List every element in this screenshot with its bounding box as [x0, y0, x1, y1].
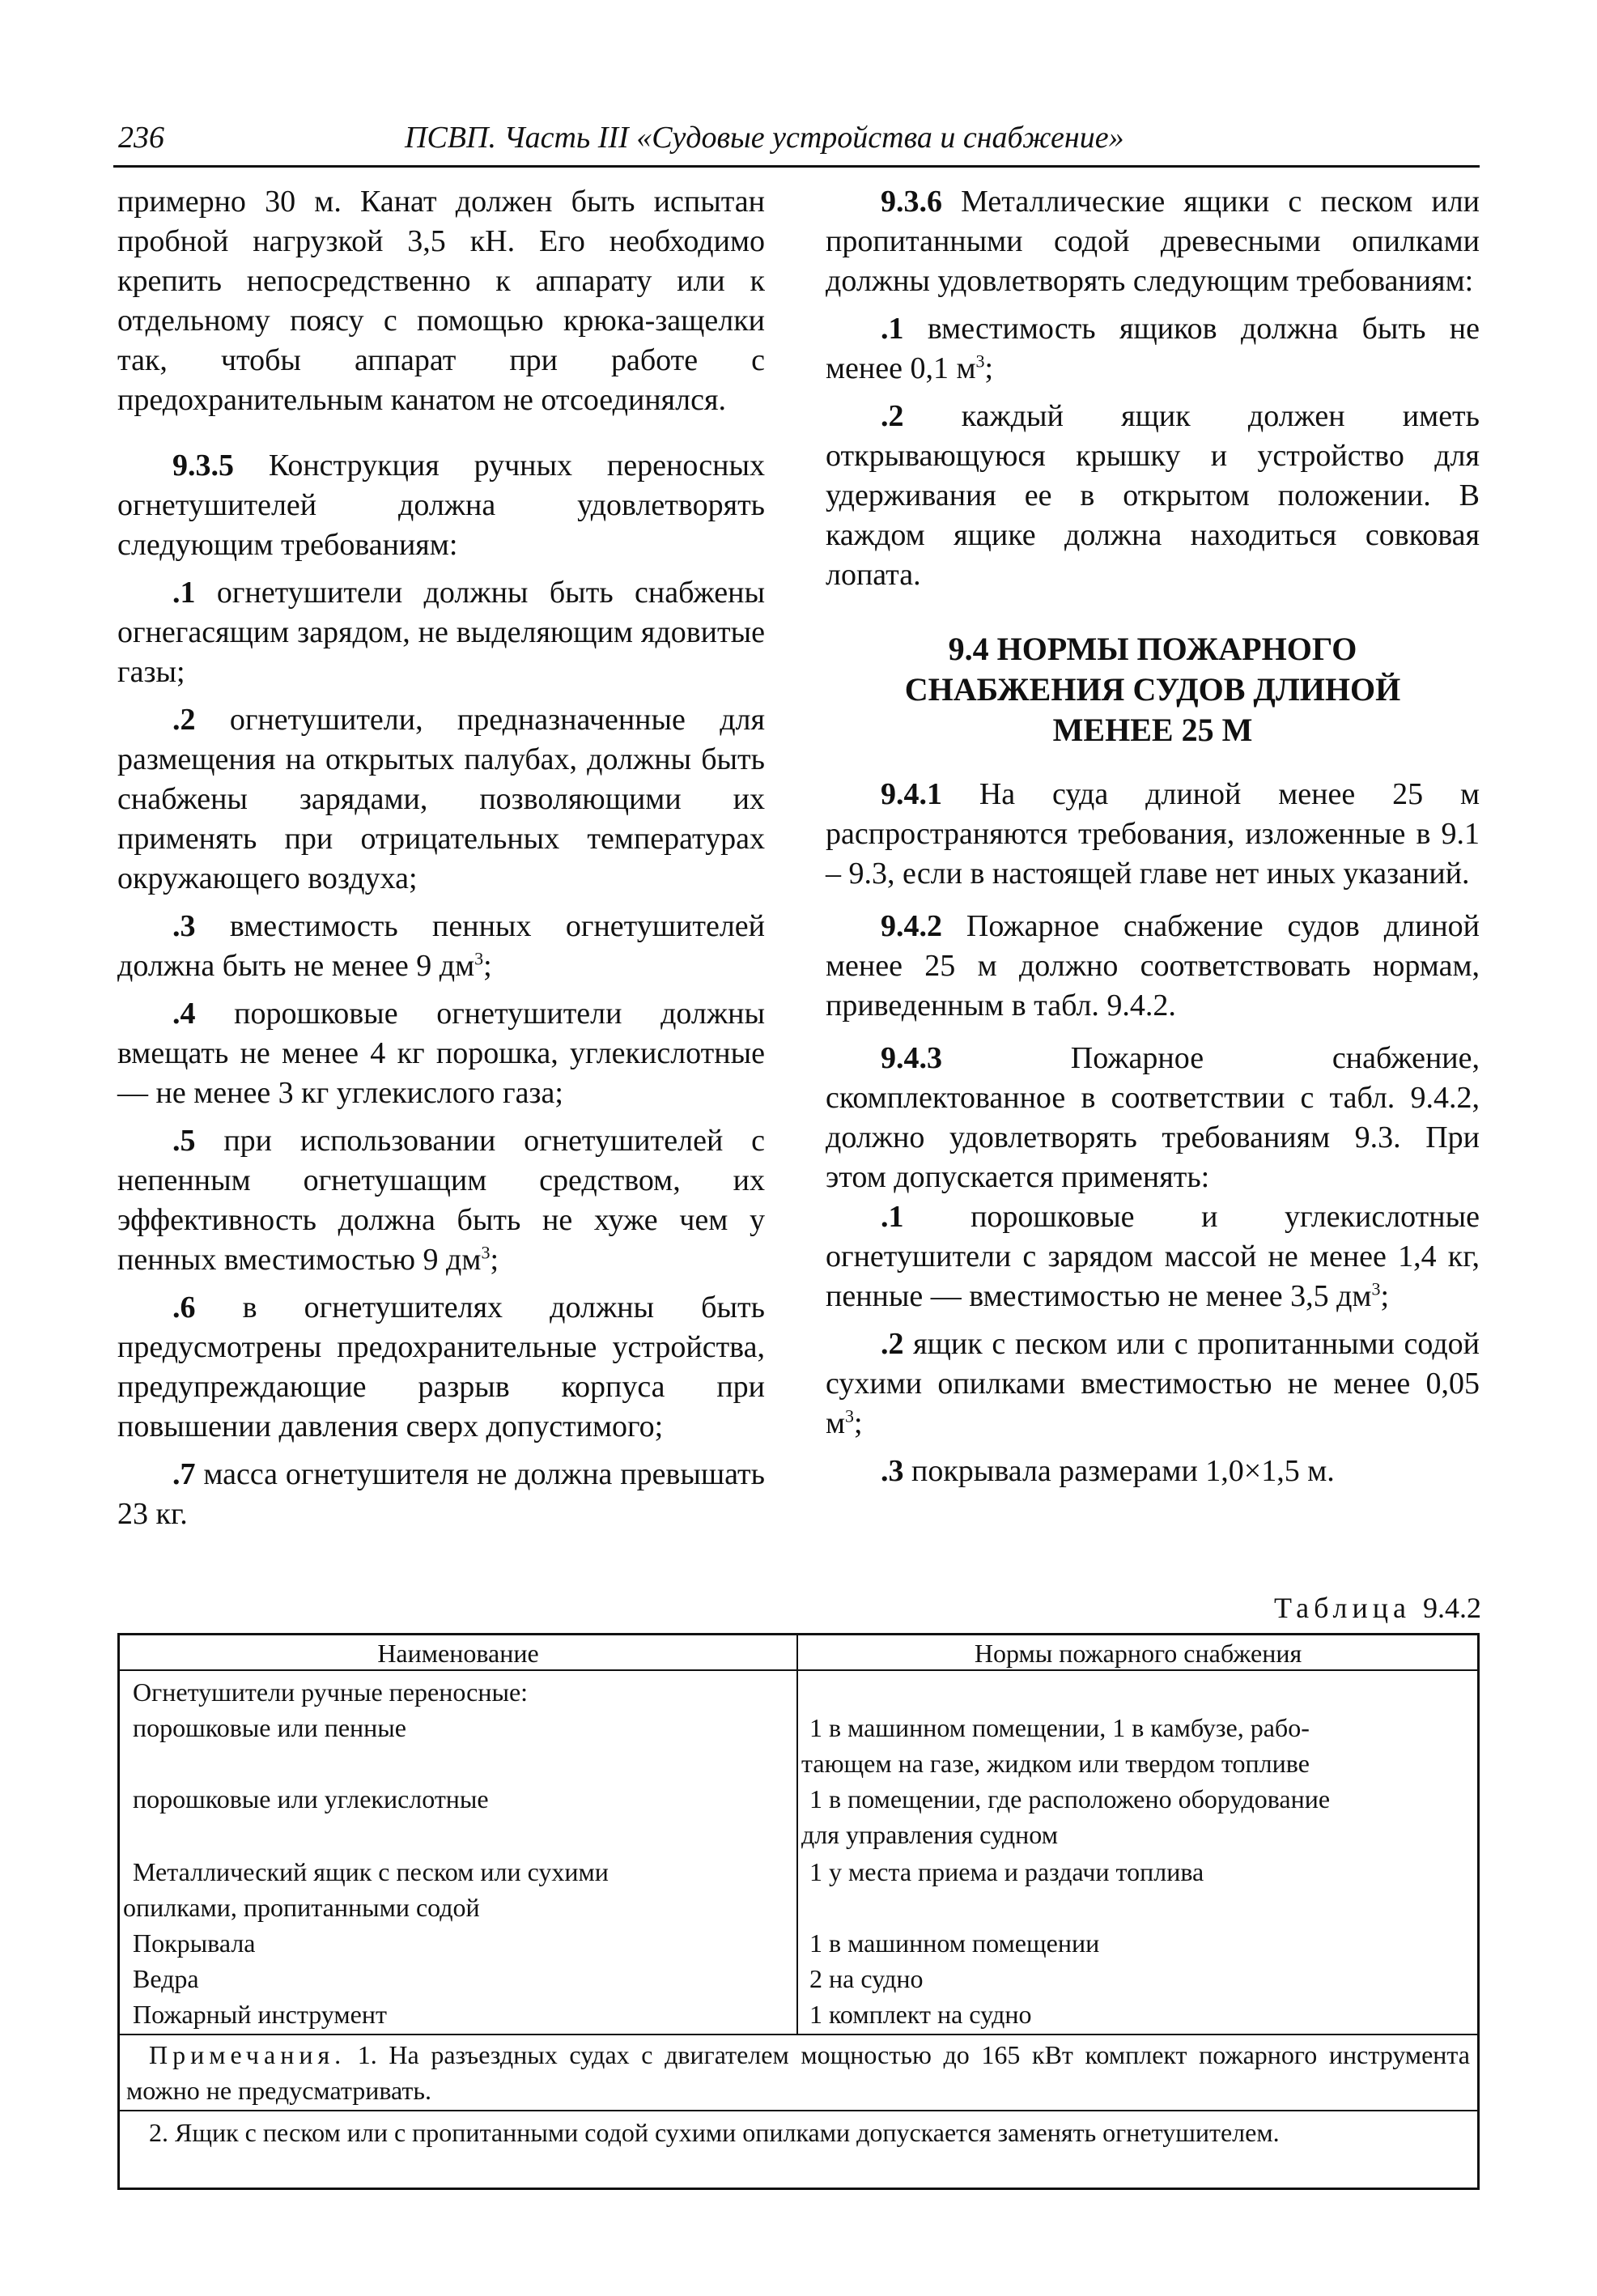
- table-cell: Металлический ящик с песком или сухими: [133, 1857, 609, 1886]
- table-cell: Ведра: [133, 1964, 199, 1993]
- section-9-4-1: 9.4.1 На суда длиной менее 25 м распространяются требования, изложенные в 9.1 – 9.3, если в настоящей главе нет иных указаний.: [826, 777, 1480, 891]
- left-column: [117, 182, 765, 1534]
- table-note-2: 2. Ящик с песком или с пропитанными содой сухими опилками допускается заменять огнетушителем.: [149, 2118, 1280, 2147]
- notes-divider: [120, 2034, 1477, 2035]
- page-header: [113, 113, 1480, 168]
- table-cell: Пожарный инструмент: [133, 2000, 387, 2029]
- list-item: .1 огнетушители должны быть снабжены огнегасящим зарядом, не выделяющим ядовитые газы;: [117, 576, 765, 689]
- table-cell: порошковые или углекислотные: [133, 1784, 489, 1813]
- table-caption: Таблица 9.4.2: [1274, 1592, 1481, 1624]
- column-header-norms: Нормы пожарного снабжения: [974, 1639, 1302, 1668]
- table-note-1: Примечания. 1. На разъездных судах с двигателем мощностью до 165 кВт комплект пожарного инструмента можно не предусматривать.: [126, 2040, 1470, 2105]
- section-number: 9.3.5: [172, 449, 234, 483]
- table-cell: 1 в машинном помещении, 1 в камбузе, рабо-: [809, 1713, 1310, 1742]
- section-9-4-2: 9.4.2 Пожарное снабжение судов длиной менее 25 м должно соответствовать нормам, приведенным в табл. 9.4.2.: [826, 909, 1480, 1023]
- list-item: .3 покрывала размерами 1,0×1,5 м.: [881, 1454, 1335, 1488]
- list-item: .2 ящик с песком или с пропитанными содой сухими опилками вместимостью не менее 0,05 $м^3$;: [826, 1327, 1480, 1440]
- list-item: .4 порошковые огнетушители должны вмещать не менее 4 кг порошка, углекислотные — не менее 3 кг углекислого газа;: [117, 997, 765, 1110]
- list-item: .6 в огнетушителях должны быть предусмотрены предохранительные устройства, предупреждающие разрыв корпуса при повышении давления сверх допустимого;: [117, 1290, 765, 1444]
- list-item: .3 вместимость пенных огнетушителей должна быть не менее 9 $дм^3$;: [117, 909, 765, 983]
- running-title: ПСВП. Часть III «Судовые устройства и снабжение»: [405, 121, 1124, 155]
- table-cell: 1 у места приема и раздачи топлива: [809, 1857, 1204, 1886]
- table-cell: Покрывала: [133, 1928, 256, 1958]
- table-cell: порошковые или пенные: [133, 1713, 406, 1742]
- table-cell: опилками, пропитанными содой: [123, 1893, 480, 1922]
- section-title: 9.4 НОРМЫ ПОЖАРНОГО СНАБЖЕНИЯ СУДОВ ДЛИНОЙ МЕНЕЕ 25 М: [904, 631, 1401, 748]
- list-item: .2 огнетушители, предназначенные для размещения на открытых палубах, должны быть снабжены зарядами, позволяющими их применять при отрицательных температурах окружающего воздуха;: [117, 703, 765, 895]
- list-item: .7 масса огнетушителя не должна превышать 23 кг.: [117, 1457, 765, 1531]
- column-divider: [796, 1635, 798, 2034]
- section-9-4-3: 9.4.3 Пожарное снабжение, скомплектованное в соответствии с табл. 9.4.2, должно удовлетворять требованиям 9.3. При этом допускается применять:: [826, 1041, 1480, 1194]
- page-number: 236: [118, 121, 164, 155]
- list-item: .2 каждый ящик должен иметь открывающуюся крышку и устройство для удерживания ее в открытом положении. В каждом ящике должна находиться совковая лопата.: [826, 399, 1480, 592]
- header-divider: [120, 1669, 1477, 1671]
- list-item: .1 порошковые и углекислотные огнетушители с зарядом массой не менее 1,4 кг, пенные — вместимостью не менее 3,5 $дм^3$;: [826, 1200, 1480, 1313]
- section-9-3-6: 9.3.6 Металлические ящики с песком или пропитанными содой древесными опилками должны удовлетворять следующим требованиям:: [826, 185, 1480, 298]
- table-cell: 1 в помещении, где расположено оборудование: [809, 1784, 1331, 1813]
- section-number: 9.3.6: [881, 185, 942, 219]
- fire-equipment-table: [117, 1633, 1480, 2190]
- table-cell: для управления судном: [801, 1820, 1058, 1849]
- table-cell: 1 комплект на судно: [809, 2000, 1032, 2029]
- column-header-name: Наименование: [377, 1639, 539, 1668]
- table-cell: 1 в машинном помещении: [809, 1928, 1100, 1958]
- table-cell: 2 на судно: [809, 1964, 924, 1993]
- table-cell: Огнетушители ручные переносные:: [133, 1677, 529, 1707]
- table-cell: тающем на газе, жидком или твердом топливе: [801, 1749, 1310, 1778]
- notes-inner-divider: [120, 2110, 1477, 2111]
- right-column: [826, 182, 1480, 1491]
- list-item: .1 вместимость ящиков должна быть не менее 0,1 $м^3$;: [826, 312, 1480, 385]
- list-item: .5 при использовании огнетушителей с непенным огнетушащим средством, их эффективность должна быть не хуже чем у пенных вместимостью 9 $дм^3$;: [117, 1124, 765, 1277]
- paragraph-continuation: примерно 30 м. Канат должен быть испытан пробной нагрузкой 3,5 кН. Его необходимо крепить непосредственно к аппарату или к отдельному поясу с помощью крюка-защелки так, чтобы аппарат при работе с предохранительным канатом не отсоединялся.: [117, 185, 765, 417]
- section-9-3-5: 9.3.5 Конструкция ручных переносных огнетушителей должна удовлетворять следующим требованиям:: [117, 449, 765, 562]
